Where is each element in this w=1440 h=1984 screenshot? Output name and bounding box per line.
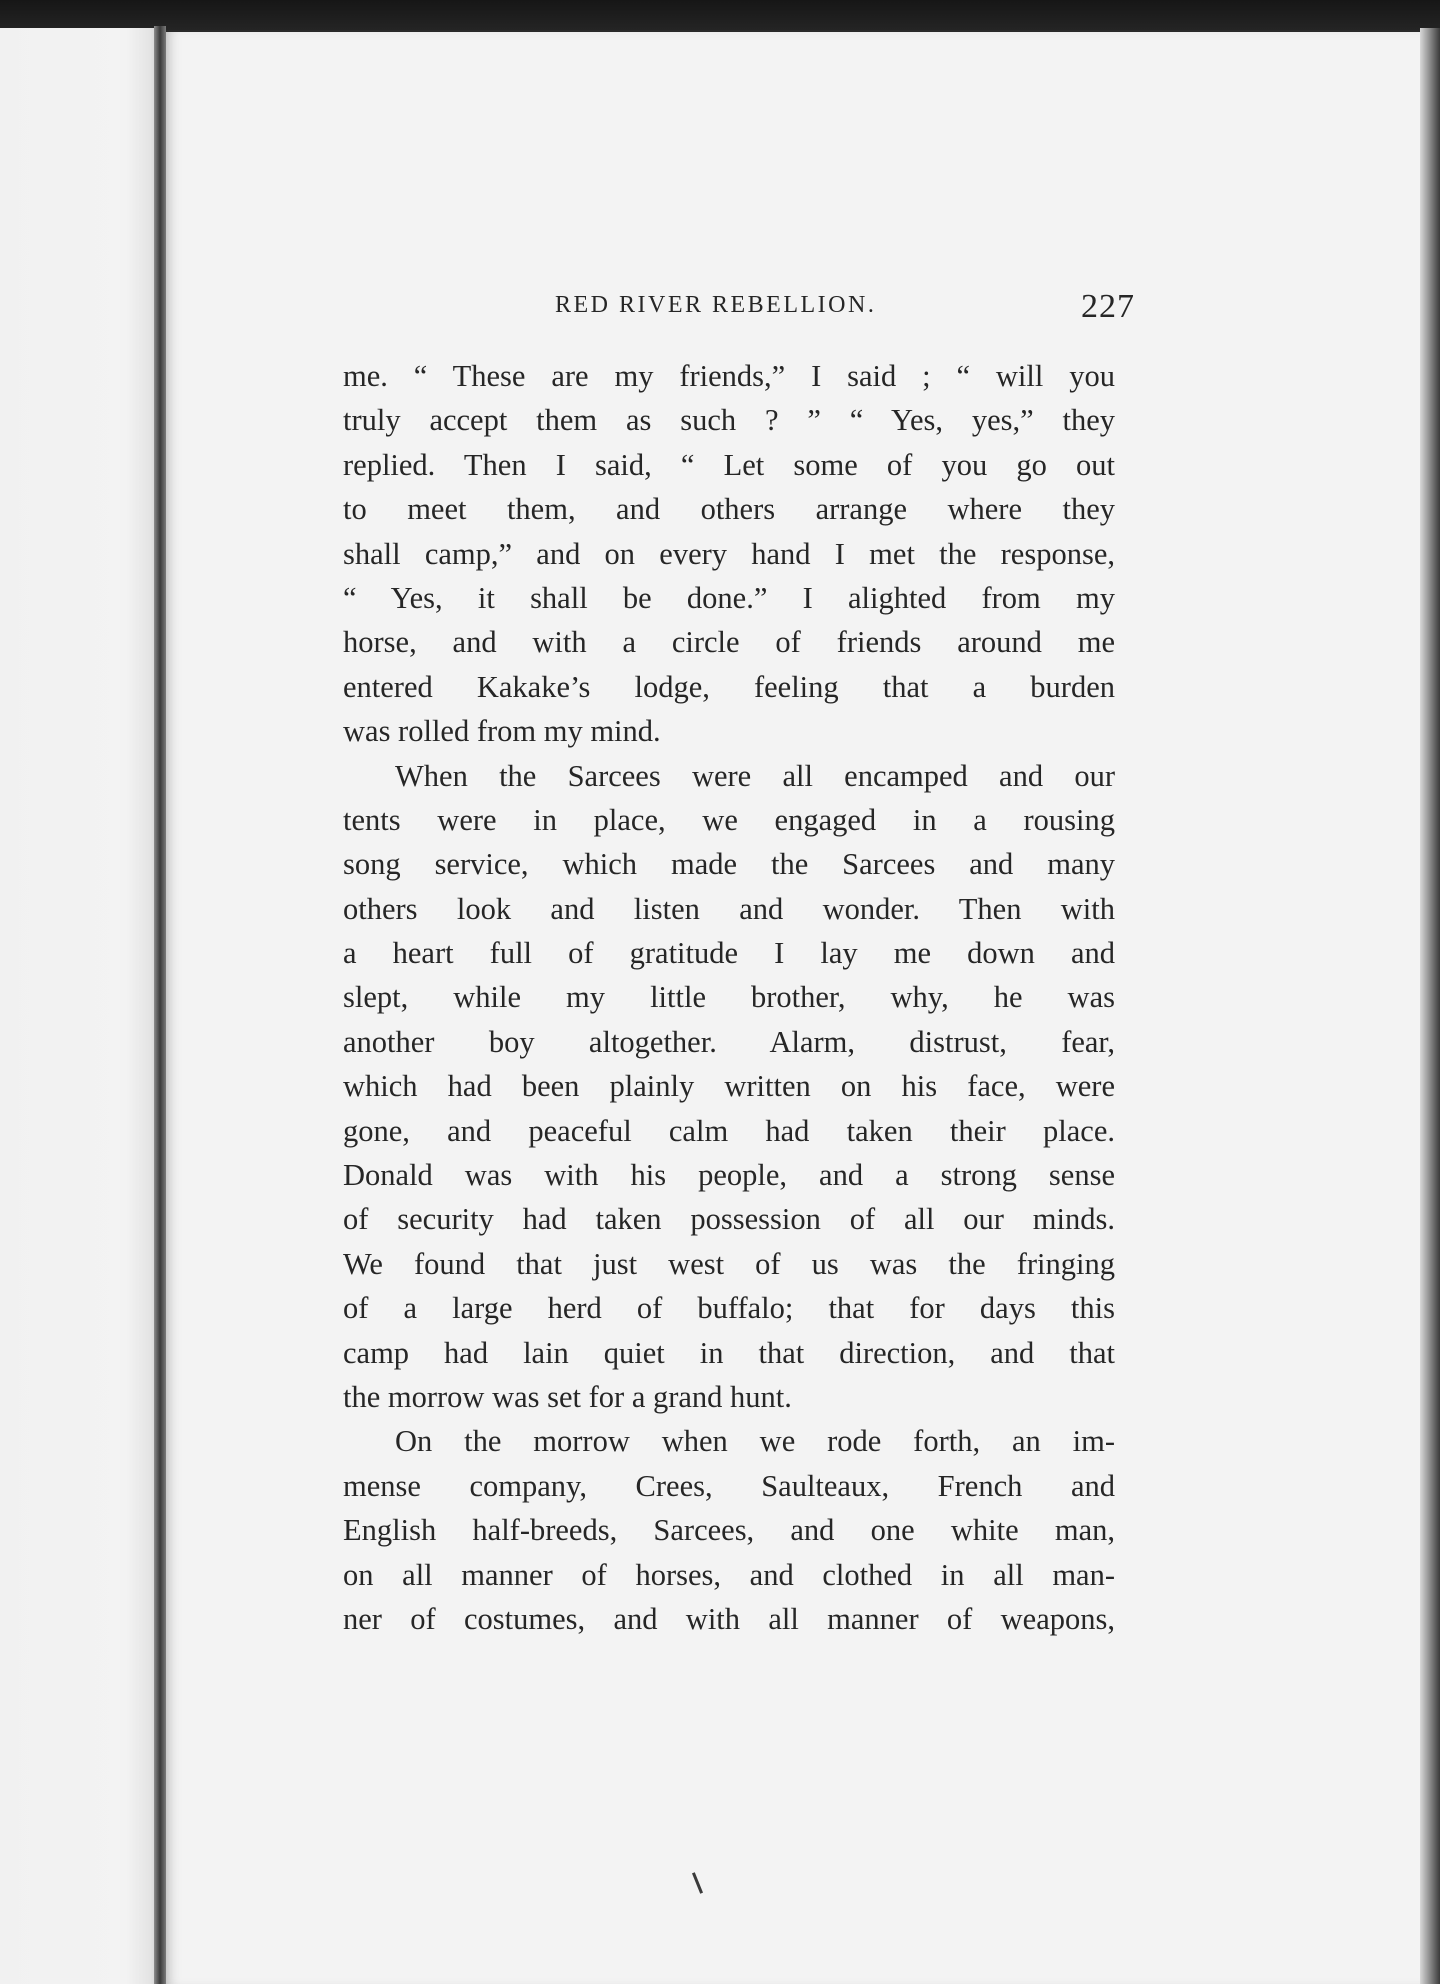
text-line: others look and listen and wonder. Then with (343, 891, 1115, 926)
text-line: gone, and peaceful calm had taken their place. (343, 1113, 1115, 1148)
text-line: mense company, Crees, Saulteaux, French and (343, 1468, 1115, 1503)
paragraph (343, 1419, 1115, 1641)
text-line: English half-breeds, Sarcees, and one white man, (343, 1513, 1115, 1548)
text-line: shall camp,” and on every hand I met the response, (343, 536, 1115, 571)
page-right-edge (1420, 28, 1440, 1984)
text-line: “ Yes, it shall be done.” I alighted from my (343, 580, 1115, 615)
text-line: the morrow was set for a grand hunt. (343, 1379, 792, 1414)
running-head (555, 288, 1135, 328)
running-title: RED RIVER REBELLION. (555, 292, 877, 318)
paragraph (343, 354, 1115, 754)
text-line: ner of costumes, and with all manner of weapons, (343, 1601, 1115, 1636)
text-line: on all manner of horses, and clothed in all man- (343, 1557, 1115, 1592)
text-line: another boy altogether. Alarm, distrust, fear, (343, 1024, 1115, 1059)
text-line: We found that just west of us was the fringing (343, 1246, 1115, 1281)
book-gutter (154, 26, 166, 1984)
text-line: song service, which made the Sarcees and many (343, 847, 1115, 882)
text-line: of a large herd of buffalo; that for days this (343, 1291, 1115, 1326)
text-line: camp had lain quiet in that direction, and that (343, 1335, 1115, 1370)
text-line: entered Kakake’s lodge, feeling that a burden (343, 669, 1115, 704)
text-line: Donald was with his people, and a strong sense (343, 1158, 1115, 1193)
scan-top-border (0, 0, 1440, 30)
body-text (343, 354, 1115, 1641)
text-line: replied. Then I said, “ Let some of you go out (343, 447, 1115, 482)
text-line: to meet them, and others arrange where they (343, 492, 1115, 527)
page-number: 227 (1081, 288, 1135, 325)
text-line: When the Sarcees were all encamped and our (395, 758, 1115, 793)
text-line: which had been plainly written on his face, were (343, 1069, 1115, 1104)
text-line: tents were in place, we engaged in a rousing (343, 802, 1115, 837)
text-line: slept, while my little brother, why, he was (343, 980, 1115, 1015)
text-line: me. “ These are my friends,” I said ; “ will you (343, 359, 1115, 393)
text-line: a heart full of gratitude I lay me down and (343, 936, 1115, 971)
text-line: of security had taken possession of all our minds. (343, 1202, 1115, 1237)
paragraph (343, 754, 1115, 1420)
text-line: was rolled from my mind. (343, 714, 661, 749)
text-line: On the morrow when we rode forth, an im- (395, 1424, 1115, 1459)
left-page-edge (0, 28, 158, 1984)
text-line: truly accept them as such ? ” “ Yes, yes,” they (343, 403, 1115, 438)
text-line: horse, and with a circle of friends around me (343, 625, 1115, 660)
